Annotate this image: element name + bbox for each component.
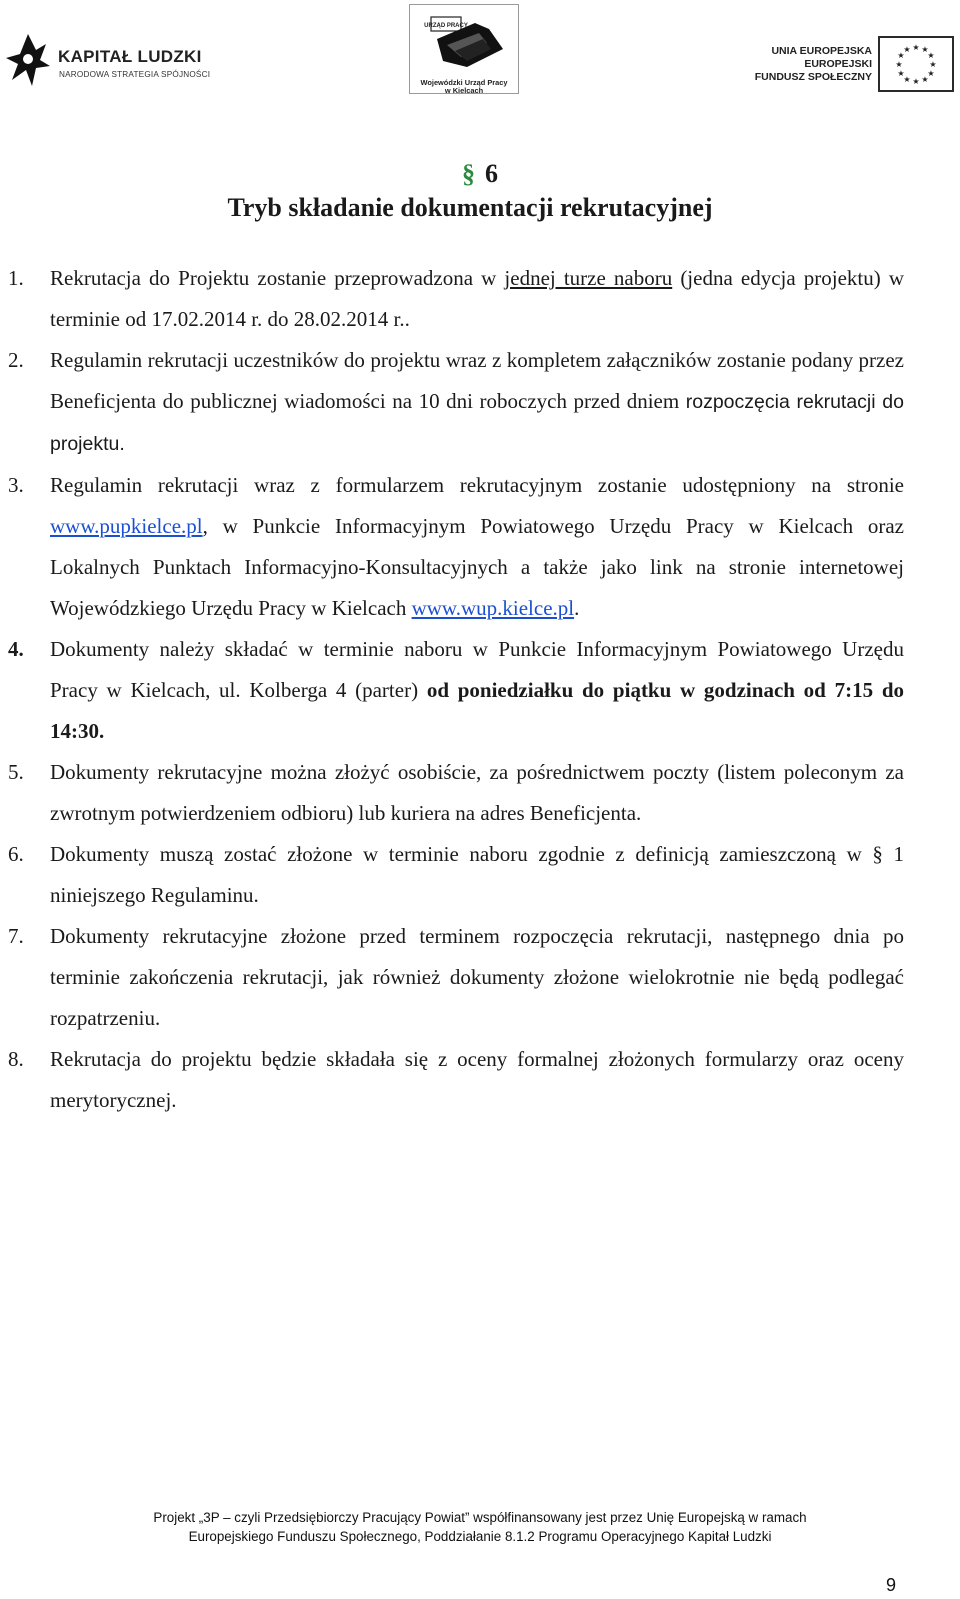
item-number: 3. [8,473,24,497]
list-item [8,465,904,629]
item-number: 5. [8,760,24,784]
item-text: Rekrutacja do projektu będzie składała się z oceny formalnej złożonych formularzy oraz oceny merytorycznej. [50,1047,904,1112]
item-number: 2. [8,348,24,372]
item-text: Dokumenty rekrutacyjne można złożyć osobiście, za pośrednictwem poczty (listem poleconym za zwrotnym potwierdzeniem odbioru) lub kuriera na adres Beneficjenta. [50,760,904,825]
item-text: Regulamin rekrutacji wraz z formularzem rekrutacyjnym zostanie udostępniony na stronie [50,473,904,497]
kapital-ludzki-subtitle: NARODOWA STRATEGIA SPÓJNOŚCI [59,70,211,79]
list-item [8,340,904,465]
item-text: rozpoczęcia rekrutacji do projektu. [50,391,905,455]
item-text: Dokumenty rekrutacyjne złożone przed terminem rozpoczęcia rekrutacji, następnego dnia po terminie zakończenia rekrutacji, jak również dokumenty złożone wielokrotnie nie będą podlegać rozpatrzeniu. [50,924,904,1030]
list-item [8,1039,904,1121]
section-symbol: § [462,159,475,188]
rules-list [8,258,904,1121]
ue-efs-text [755,45,872,84]
eu-flag-icon [878,36,954,92]
svg-text:★: ★ [927,69,935,78]
ue-line-2: EUROPEJSKI [804,58,872,70]
svg-text:★: ★ [895,60,903,69]
svg-text:★: ★ [897,69,905,78]
urzad-pracy-emblem-icon [417,9,513,75]
item-text: Rekrutacja do Projektu zostanie przeprowadzona w [50,266,505,290]
item-number: 6. [8,842,24,866]
svg-text:★: ★ [921,75,929,84]
list-item [8,834,904,916]
ue-line-1: UNIA EUROPEJSKA [771,45,872,57]
item-bold-text: od poniedziałku do piątku w godzinach od 7:15 do 14:30. [50,678,905,743]
item-text: Regulamin rekrutacji uczestników do projektu wraz z kompletem załączników zostanie podany przez Beneficjenta do publicznej wiadomości na 10 dni roboczych przed dniem [50,348,904,413]
item-number: 4. [8,637,24,661]
svg-text:★: ★ [912,77,920,86]
item-number: 7. [8,924,24,948]
list-item [8,752,904,834]
kapital-ludzki-logo [6,30,211,88]
urzad-pracy-city: w Kielcach [444,86,484,95]
svg-text:★: ★ [897,51,905,60]
page-header [0,0,960,100]
footer-line-2: Europejskiego Funduszu Społecznego, Poddziałanie 8.1.2 Programu Operacyjnego Kapitał Ludzki [188,1529,772,1544]
pupkielce-link[interactable]: www.pupkielce.pl [50,514,203,538]
section-heading [0,158,960,190]
section-number: 6 [485,159,498,188]
kapital-ludzki-title: KAPITAŁ LUDZKI [58,47,202,66]
item-text: Dokumenty należy składać w terminie naboru w Punkcie Informacyjnym Powiatowego Urzędu Pracy w Kielcach, ul. Kolberga 4 (parter) [50,637,904,702]
list-item [8,629,904,752]
item-text: (jedna edycja projektu) w terminie od 17.02.2014 r. do 28.02.2014 r.. [50,266,905,331]
urzad-pracy-name: Wojewódzki Urząd Pracy [420,78,508,87]
svg-text:★: ★ [903,45,911,54]
item-text: , w Punkcie Informacyjnym Powiatowego Urzędu Pracy w Kielcach oraz Lokalnych Punktach Informacyjno-Konsultacyjnych a także jako link na stronie internetowej Wojewódzkiego Urzędu Pracy w Kielcach [50,514,904,620]
item-text: . [574,596,580,620]
item-text: Dokumenty muszą zostać złożone w terminie naboru zgodnie z definicją zamieszczoną w § 1 niniejszego Regulaminu. [50,842,904,907]
item-underlined-text: jednej turze naboru [504,266,673,290]
svg-text:★: ★ [929,60,937,69]
svg-text:★: ★ [921,45,929,54]
urzad-pracy-logo [409,4,519,94]
page-number: 9 [886,1575,897,1595]
ue-line-3: FUNDUSZ SPOŁECZNY [754,71,872,83]
section-title: Tryb składanie dokumentacji rekrutacyjnej [227,193,713,222]
wup-kielce-link[interactable]: www.wup.kielce.pl [411,596,575,620]
item-number: 8. [8,1047,24,1071]
svg-text:★: ★ [912,43,920,52]
ue-efs-logo [740,36,954,96]
svg-text:★: ★ [927,51,935,60]
urzad-pracy-label: URZĄD PRACY [424,23,468,29]
list-item [8,916,904,1039]
item-number: 1. [8,266,24,290]
kapital-ludzki-emblem-icon [6,30,50,88]
list-item [8,258,904,340]
svg-text:★: ★ [903,75,911,84]
footer-line-1: Projekt „3P – czyli Przedsiębiorczy Pracujący Powiat” współfinansowany jest przez Unię Europejską w ramach [153,1510,807,1525]
page-footer [0,1508,960,1546]
